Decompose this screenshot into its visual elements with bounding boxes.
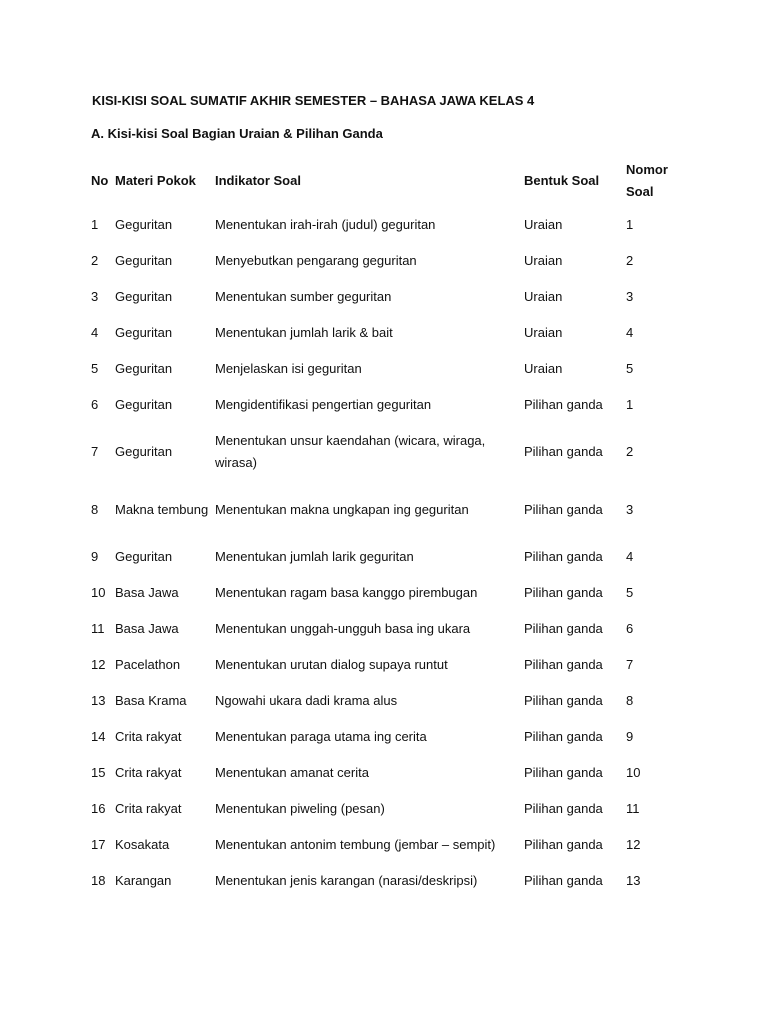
- cell-indikator-soal: Menentukan unsur kaendahan (wicara, wiraga, wirasa): [215, 433, 486, 470]
- cell-no: 2: [91, 253, 99, 268]
- document-title: KISI-KISI SOAL SUMATIF AKHIR SEMESTER – BAHASA JAWA KELAS 4: [92, 93, 535, 108]
- header-materi-pokok: Materi Pokok: [115, 173, 196, 188]
- cell-no: 3: [91, 289, 99, 304]
- table-row: [89, 863, 689, 899]
- cell-indikator-soal: Menentukan irah-irah (judul) geguritan: [215, 217, 436, 232]
- cell-nomor-soal: 5: [626, 585, 634, 600]
- cell-nomor-soal: 5: [626, 361, 634, 376]
- cell-bentuk-soal: Pilihan ganda: [524, 502, 603, 517]
- table-row: [89, 647, 689, 683]
- cell-materi-pokok: Basa Jawa: [115, 585, 179, 600]
- cell-bentuk-soal: Uraian: [524, 253, 563, 268]
- cell-materi-pokok: Basa Krama: [115, 693, 187, 708]
- cell-bentuk-soal: Pilihan ganda: [524, 549, 603, 564]
- cell-nomor-soal: 3: [626, 289, 634, 304]
- cell-indikator-soal: Menjelaskan isi geguritan: [215, 361, 362, 376]
- cell-indikator-soal: Menentukan amanat cerita: [215, 765, 369, 780]
- table-row: [89, 719, 689, 755]
- cell-no: 7: [91, 444, 99, 459]
- cell-bentuk-soal: Uraian: [524, 289, 563, 304]
- table-row: [89, 575, 689, 611]
- cell-indikator-soal: Menentukan urutan dialog supaya runtut: [215, 657, 448, 672]
- table-row: [89, 351, 689, 387]
- cell-bentuk-soal: Pilihan ganda: [524, 729, 603, 744]
- cell-bentuk-soal: Pilihan ganda: [524, 801, 603, 816]
- cell-no: 9: [91, 549, 99, 564]
- cell-indikator-soal: Menentukan paraga utama ing cerita: [215, 729, 427, 744]
- cell-indikator-soal: Mengidentifikasi pengertian geguritan: [215, 397, 432, 412]
- cell-materi-pokok: Makna tembung: [115, 502, 209, 517]
- table-header-row: [89, 155, 689, 207]
- table-row: [89, 683, 689, 719]
- cell-nomor-soal: 12: [626, 837, 641, 852]
- cell-indikator-soal: Menentukan antonim tembung (jembar – sempit): [215, 837, 496, 852]
- cell-indikator-soal: Menentukan jenis karangan (narasi/deskripsi): [215, 873, 478, 888]
- cell-bentuk-soal: Pilihan ganda: [524, 873, 603, 888]
- cell-no: 14: [91, 729, 106, 744]
- cell-bentuk-soal: Pilihan ganda: [524, 444, 603, 459]
- header-nomor-soal: Nomor Soal: [626, 162, 668, 199]
- table-row: [89, 827, 689, 863]
- cell-no: 13: [91, 693, 106, 708]
- cell-no: 6: [91, 397, 99, 412]
- cell-materi-pokok: Geguritan: [115, 289, 173, 304]
- cell-bentuk-soal: Uraian: [524, 217, 563, 232]
- cell-bentuk-soal: Pilihan ganda: [524, 621, 603, 636]
- table-row: [89, 791, 689, 827]
- cell-nomor-soal: 6: [626, 621, 634, 636]
- table-row: [89, 207, 689, 243]
- cell-no: 17: [91, 837, 106, 852]
- cell-bentuk-soal: Pilihan ganda: [524, 837, 603, 852]
- cell-nomor-soal: 2: [626, 444, 634, 459]
- kisi-kisi-table: [89, 155, 689, 899]
- cell-no: 4: [91, 325, 99, 340]
- cell-materi-pokok: Basa Jawa: [115, 621, 179, 636]
- cell-indikator-soal: Menentukan jumlah larik & bait: [215, 325, 393, 340]
- cell-materi-pokok: Geguritan: [115, 549, 173, 564]
- cell-indikator-soal: Ngowahi ukara dadi krama alus: [215, 693, 398, 708]
- table-row: [89, 481, 689, 539]
- table-row: [89, 315, 689, 351]
- header-bentuk-soal: Bentuk Soal: [524, 173, 600, 188]
- cell-nomor-soal: 10: [626, 765, 641, 780]
- cell-no: 18: [91, 873, 106, 888]
- header-indikator-soal: Indikator Soal: [215, 173, 301, 188]
- cell-no: 15: [91, 765, 106, 780]
- cell-materi-pokok: Crita rakyat: [115, 765, 182, 780]
- cell-nomor-soal: 1: [626, 397, 634, 412]
- header-no: No: [91, 173, 109, 188]
- cell-materi-pokok: Kosakata: [115, 837, 170, 852]
- table-row: [89, 539, 689, 575]
- cell-bentuk-soal: Uraian: [524, 361, 563, 376]
- cell-no: 1: [91, 217, 99, 232]
- section-title: A. Kisi-kisi Soal Bagian Uraian & Pilihan Ganda: [91, 126, 383, 141]
- cell-materi-pokok: Pacelathon: [115, 657, 181, 672]
- table-row: [89, 387, 689, 423]
- table-row: [89, 279, 689, 315]
- cell-materi-pokok: Geguritan: [115, 361, 173, 376]
- cell-no: 12: [91, 657, 106, 672]
- cell-materi-pokok: Geguritan: [115, 325, 173, 340]
- cell-nomor-soal: 11: [626, 801, 640, 816]
- cell-indikator-soal: Menentukan unggah-ungguh basa ing ukara: [215, 621, 471, 636]
- cell-materi-pokok: Geguritan: [115, 253, 173, 268]
- cell-no: 11: [91, 621, 105, 636]
- table-row: [89, 755, 689, 791]
- cell-nomor-soal: 9: [626, 729, 634, 744]
- cell-bentuk-soal: Pilihan ganda: [524, 765, 603, 780]
- cell-materi-pokok: Geguritan: [115, 217, 173, 232]
- cell-nomor-soal: 13: [626, 873, 641, 888]
- cell-indikator-soal: Menentukan makna ungkapan ing geguritan: [215, 502, 469, 517]
- cell-materi-pokok: Geguritan: [115, 397, 173, 412]
- cell-bentuk-soal: Pilihan ganda: [524, 397, 603, 412]
- cell-materi-pokok: Geguritan: [115, 444, 173, 459]
- cell-no: 16: [91, 801, 106, 816]
- cell-nomor-soal: 4: [626, 325, 634, 340]
- cell-nomor-soal: 1: [626, 217, 634, 232]
- cell-indikator-soal: Menentukan piweling (pesan): [215, 801, 385, 816]
- cell-indikator-soal: Menentukan jumlah larik geguritan: [215, 549, 414, 564]
- cell-materi-pokok: Karangan: [115, 873, 172, 888]
- cell-nomor-soal: 4: [626, 549, 634, 564]
- cell-indikator-soal: Menentukan ragam basa kanggo pirembugan: [215, 585, 478, 600]
- table-row: [89, 243, 689, 279]
- table-body: [89, 207, 689, 899]
- cell-no: 10: [91, 585, 106, 600]
- cell-nomor-soal: 8: [626, 693, 634, 708]
- cell-bentuk-soal: Uraian: [524, 325, 563, 340]
- cell-nomor-soal: 3: [626, 502, 634, 517]
- cell-materi-pokok: Crita rakyat: [115, 729, 182, 744]
- cell-no: 8: [91, 502, 99, 517]
- cell-indikator-soal: Menentukan sumber geguritan: [215, 289, 392, 304]
- cell-bentuk-soal: Pilihan ganda: [524, 657, 603, 672]
- cell-no: 5: [91, 361, 99, 376]
- cell-bentuk-soal: Pilihan ganda: [524, 585, 603, 600]
- cell-materi-pokok: Crita rakyat: [115, 801, 182, 816]
- cell-indikator-soal: Menyebutkan pengarang geguritan: [215, 253, 417, 268]
- table-row: [89, 611, 689, 647]
- cell-nomor-soal: 2: [626, 253, 634, 268]
- cell-nomor-soal: 7: [626, 657, 634, 672]
- table-row: [89, 423, 689, 481]
- cell-bentuk-soal: Pilihan ganda: [524, 693, 603, 708]
